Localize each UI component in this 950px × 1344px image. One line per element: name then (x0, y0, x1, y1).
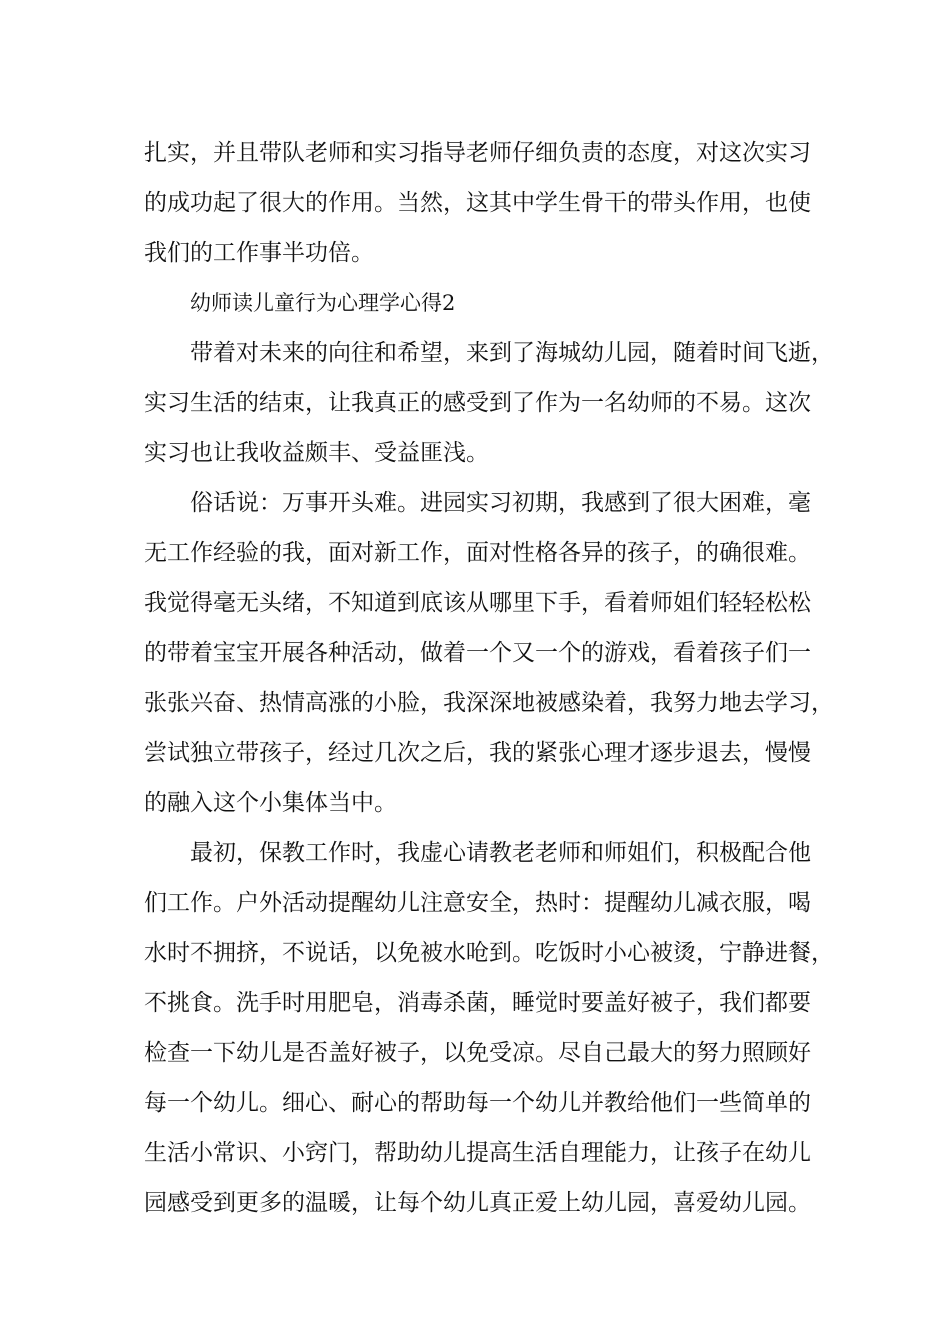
body-line: 实习生活的结束，让我真正的感受到了作为一名幼师的不易。这次 (144, 390, 811, 416)
body-line: 检查一下幼儿是否盖好被子，以免受凉。尽自己最大的努力照顾好 (144, 1040, 811, 1066)
body-line: 张张兴奋、热情高涨的小脸，我深深地被感染着，我努力地去学习， (144, 690, 834, 716)
body-line: 每一个幼儿。细心、耐心的帮助每一个幼儿并教给他们一些简单的 (144, 1090, 811, 1116)
body-line: 不挑食。洗手时用肥皂，消毒杀菌，睡觉时要盖好被子，我们都要 (144, 990, 811, 1016)
body-line: 我们的工作事半功倍。 (144, 240, 374, 266)
body-line: 的融入这个小集体当中。 (144, 790, 397, 816)
body-line: 实习也让我收益颇丰、受益匪浅。 (144, 440, 489, 466)
body-line: 水时不拥挤，不说话，以免被水呛到。吃饭时小心被烫，宁静进餐， (144, 940, 834, 966)
body-line: 无工作经验的我，面对新工作，面对性格各异的孩子，的确很难。 (144, 540, 811, 566)
body-line: 生活小常识、小窍门，帮助幼儿提高生活自理能力，让孩子在幼儿 (144, 1140, 811, 1166)
body-line: 的成功起了很大的作用。当然，这其中学生骨干的带头作用，也使 (144, 190, 811, 216)
paragraph-first-line: 最初，保教工作时，我虚心请教老老师和师姐们，积极配合他 (190, 840, 811, 866)
body-line: 扎实，并且带队老师和实习指导老师仔细负责的态度，对这次实习 (144, 140, 811, 166)
body-line: 们工作。户外活动提醒幼儿注意安全，热时：提醒幼儿减衣服，喝 (144, 890, 811, 916)
body-line: 尝试独立带孩子，经过几次之后，我的紧张心理才逐步退去，慢慢 (144, 740, 811, 766)
body-line: 我觉得毫无头绪，不知道到底该从哪里下手，看着师姐们轻轻松松 (144, 590, 811, 616)
document-body (144, 128, 834, 1228)
paragraph-first-line: 俗话说：万事开头难。进园实习初期，我感到了很大困难，毫 (190, 490, 811, 516)
body-line: 的带着宝宝开展各种活动，做着一个又一个的游戏，看着孩子们一 (144, 640, 811, 666)
paragraph-first-line: 带着对未来的向往和希望，来到了海城幼儿园，随着时间飞逝， (190, 340, 834, 366)
body-line: 园感受到更多的温暖，让每个幼儿真正爱上幼儿园，喜爱幼儿园。 (144, 1190, 811, 1216)
section-title: 幼师读儿童行为心理学心得2 (190, 291, 456, 315)
